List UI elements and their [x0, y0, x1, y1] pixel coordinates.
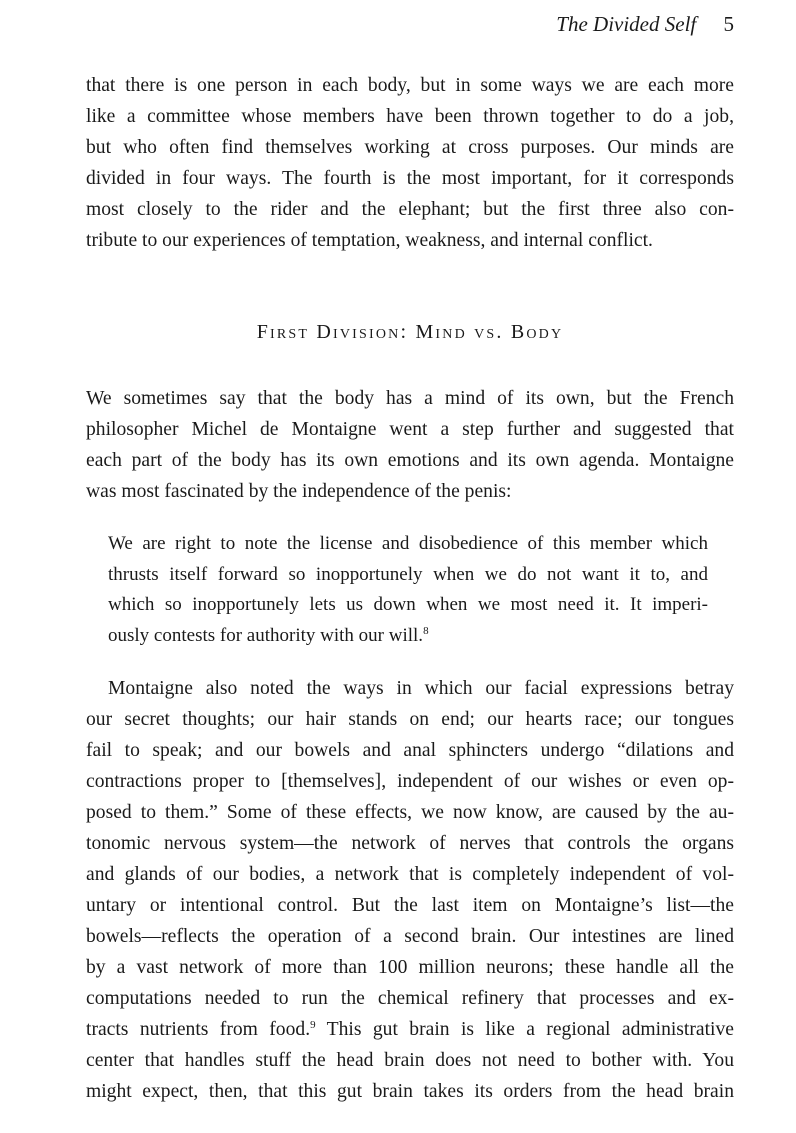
running-head	[556, 10, 734, 38]
quote-line	[108, 621, 708, 652]
quote-line: thrusts itself forward so inopportunely when we do not want it to, and	[108, 563, 708, 585]
text-line: fail to speak; and our bowels and anal sphincters undergo “dilations and	[86, 740, 734, 761]
paragraph-1	[86, 70, 734, 256]
text-line: that there is one person in each body, but in some ways we are each more	[86, 75, 734, 96]
text-line: We sometimes say that the body has a mind of its own, but the French	[86, 388, 734, 409]
text-line: might expect, then, that this gut brain takes its orders from the head brain	[86, 1081, 734, 1102]
text-line: and glands of our bodies, a network that is completely independent of vol-	[86, 864, 734, 885]
text-line: like a committee whose members have been thrown together to do a job,	[86, 106, 734, 127]
text-line: each part of the body has its own emotions and its own agenda. Montaigne	[86, 450, 734, 471]
text-line: contractions proper to [themselves], independent of our wishes or even op-	[86, 771, 734, 792]
text-line: was most fascinated by the independence of the penis:	[86, 481, 512, 502]
quote-text: ously contests for authority with our will.	[108, 624, 424, 646]
section-heading: First Division: Mind vs. Body	[256, 321, 564, 343]
text-line: most closely to the rider and the elephant; but the first three also con-	[86, 199, 734, 220]
text-line: by a vast network of more than 100 million neurons; these handle all the	[86, 957, 734, 978]
footnote-marker: 8	[423, 624, 429, 637]
block-quote	[108, 529, 708, 651]
quote-line: which so inopportunely lets us down when we most need it. It imperi-	[108, 594, 708, 615]
text-line: bowels—reflects the operation of a second brain. Our intestines are lined	[86, 926, 734, 947]
page-number: 5	[723, 12, 734, 36]
text-line: posed to them.” Some of these effects, we now know, are caused by the au-	[86, 802, 734, 823]
quote-line: We are right to note the license and disobedience of this member which	[108, 533, 708, 554]
text-line: untary or intentional control. But the last item on Montaigne’s list—the	[86, 895, 734, 916]
text-line: computations needed to run the chemical refinery that processes and ex-	[86, 988, 734, 1009]
footnote-marker: 9	[310, 1019, 316, 1031]
paragraph-3	[86, 673, 734, 1107]
page-body	[86, 70, 734, 1107]
text-segment: This gut brain is like a regional administrative	[315, 1019, 734, 1040]
text-line: philosopher Michel de Montaigne went a step further and suggested that	[86, 419, 734, 440]
text-line: center that handles stuff the head brain does not need to bother with. You	[86, 1050, 734, 1071]
text-line: tonomic nervous system—the network of nerves that controls the organs	[86, 833, 734, 854]
text-line	[86, 1014, 734, 1045]
text-line: tribute to our experiences of temptation, weakness, and internal conflict.	[86, 230, 653, 251]
text-line: Montaigne also noted the ways in which our facial expressions betray	[108, 678, 734, 699]
running-head-title: The Divided Self	[556, 12, 697, 36]
text-segment: tracts nutrients from food.	[86, 1019, 311, 1040]
text-line: divided in four ways. The fourth is the most important, for it corresponds	[86, 168, 734, 189]
text-line: our secret thoughts; our hair stands on end; our hearts race; our tongues	[86, 709, 734, 730]
paragraph-2	[86, 383, 734, 507]
text-line: but who often find themselves working at cross purposes. Our minds are	[86, 137, 734, 158]
